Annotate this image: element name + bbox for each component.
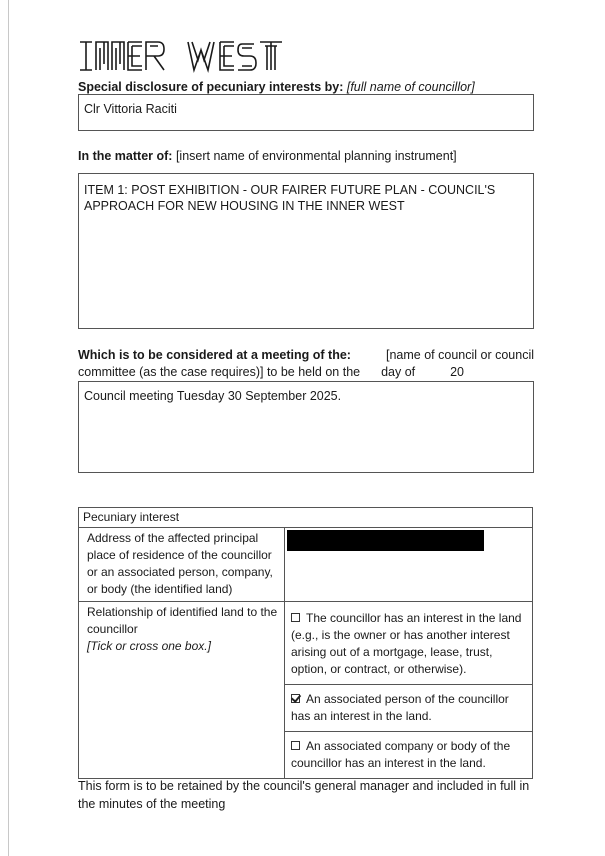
meeting-field[interactable] <box>78 381 534 473</box>
option-associated-person[interactable] <box>285 684 532 731</box>
meeting-value: Council meeting Tuesday 30 September 2025. <box>84 389 342 403</box>
table-header-row <box>79 508 533 528</box>
relationship-row <box>79 602 533 779</box>
councillor-name-field[interactable] <box>78 94 534 131</box>
meeting-text2: committee (as the case requires)] to be held on the <box>78 365 361 379</box>
disclosure-hint: [full name of councillor] <box>346 80 475 94</box>
meeting-day-of: day of <box>381 365 416 379</box>
redacted-address <box>287 530 484 551</box>
matter-label: In the matter of: <box>78 149 173 163</box>
instrument-name-value: ITEM 1: POST EXHIBITION - OUR FAIRER FUTURE PLAN - COUNCIL'S APPROACH FOR NEW HOUSING IN THE INNER WEST <box>84 183 496 213</box>
councillor-name-value: Clr Vittoria Raciti <box>84 102 177 116</box>
table-header: Pecuniary interest <box>79 508 533 528</box>
option-associated-company[interactable] <box>285 731 532 778</box>
checkbox-councillor-interest[interactable] <box>291 613 300 622</box>
scan-edge-line <box>8 0 9 856</box>
inner-west-logo <box>78 38 308 74</box>
meeting-label-line <box>78 347 534 381</box>
footer-note: This form is to be retained by the council's general manager and included in full in the minutes of the meeting <box>78 779 530 811</box>
instrument-name-field[interactable] <box>78 173 534 329</box>
matter-hint: [insert name of environmental planning instrument] <box>175 149 457 163</box>
meeting-label: Which is to be considered at a meeting of the: <box>78 348 351 362</box>
option-councillor-interest-text: The councillor has an interest in the land (e.g., is the owner or has another interest arising out of a mortgage, lease, trust, option, or contract, or otherwise). <box>291 611 522 676</box>
relationship-label: Relationship of identified land to the councillor <box>87 605 278 636</box>
relationship-hint: [Tick or cross one box.] <box>87 639 211 653</box>
pecuniary-interest-table <box>78 507 533 779</box>
checkbox-associated-company[interactable] <box>291 741 300 750</box>
address-field[interactable] <box>285 528 533 602</box>
relationship-label-cell <box>79 602 285 779</box>
option-councillor-interest[interactable] <box>285 602 532 684</box>
relationship-options-cell <box>285 602 533 779</box>
disclosure-label: Special disclosure of pecuniary interests by: <box>78 80 344 94</box>
address-row <box>79 528 533 602</box>
address-label: Address of the affected principal place of residence of the councillor or an associated person, company, or body (the identified land) <box>79 528 285 602</box>
meeting-year: 20 <box>450 365 464 379</box>
option-associated-person-text: An associated person of the councillor has an interest in the land. <box>291 692 509 723</box>
meeting-text1: [name of council or council <box>386 348 534 362</box>
matter-label-line <box>78 148 538 165</box>
option-associated-company-text: An associated company or body of the councillor has an interest in the land. <box>291 739 511 770</box>
checkbox-associated-person[interactable] <box>291 694 300 703</box>
